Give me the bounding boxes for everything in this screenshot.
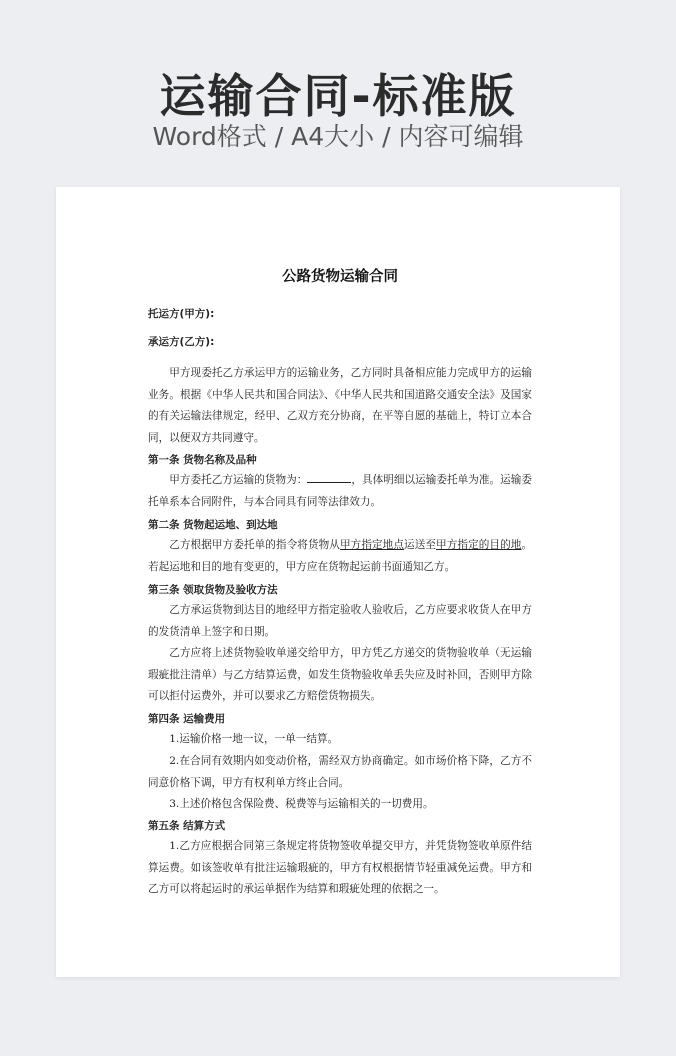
article-4-paragraph-2: 2.在合同有效期内如变动价格，需经双方协商确定。如市场价格下降，乙方不同意价格下调，甲方有权利单方终止合同。 (148, 755, 532, 789)
article-4-heading: 第四条 运输费用 (148, 713, 226, 725)
document-page (56, 187, 620, 977)
article-1-text-b: ，具体明细以运输委托单为准。运输委托单系本合同附件，与本合同具有同等法律效力。 (148, 474, 533, 508)
article-2-paragraph (148, 535, 532, 578)
article-3-paragraph-2: 乙方应将上述货物验收单递交给甲方，甲方凭乙方递交的货物验收单（无运输瑕疵批注清单）与乙方结算运费，如发生货物验收单丢失应及时补回，否则甲方除可以拒付运费外，并可以要求乙方赔偿货物损失。 (148, 647, 532, 702)
article-1-text-a: 甲方委托乙方运输的货物为： (169, 474, 308, 486)
intro-paragraph: 甲方现委托乙方承运甲方的运输业务，乙方同时具备相应能力完成甲方的运输业务。根据《中华人民共和国合同法》、《中华人民共和国道路交通安全法》及国家的有关运输法律规定，经甲、乙双方充分协商，在平等自愿的基础上，特订立本合同，以便双方共同遵守。 (148, 367, 532, 444)
article-2-text-b: 运送至 (404, 539, 437, 551)
article-3-heading: 第三条 领取货物及验收方法 (148, 584, 278, 596)
article-2-text-a: 乙方根据甲方委托单的指令将货物从 (169, 539, 340, 551)
article-5-heading: 第五条 结算方式 (148, 820, 226, 832)
article-4-paragraph-1: 1.运输价格一地一议，一单一结算。 (169, 733, 339, 745)
article-1-paragraph (148, 470, 532, 513)
party-b-label: 承运方(乙方): (148, 336, 215, 348)
goods-name-blank (307, 473, 351, 483)
article-4-paragraph-3: 3.上述价格包含保险费、税费等与运输相关的一切费用。 (169, 798, 434, 810)
article-2-text-c: 。若起运地和目的地有变更的，甲方应在货物起运前书面通知乙方。 (148, 539, 533, 573)
destination-underlined: 甲方指定的目的地 (436, 539, 522, 551)
party-a-label: 托运方(甲方): (148, 308, 215, 320)
origin-underlined: 甲方指定地点 (339, 539, 405, 551)
banner-subtitle: Word格式 / A4大小 / 内容可编辑 (152, 122, 524, 151)
document-title: 公路货物运输合同 (282, 269, 398, 285)
article-2-heading: 第二条 货物起运地、到达地 (148, 519, 278, 531)
article-5-paragraph-1: 1.乙方应根据合同第三条规定将货物签收单提交甲方，并凭货物签收单原件结算运费。如该签收单有批注运输瑕疵的，甲方有权根据情节轻重减免运费。甲方和乙方可以将起运时的承运单据作为结算和瑕疵处理的依据之一。 (148, 840, 532, 895)
article-1-heading: 第一条 货物名称及品种 (148, 454, 257, 466)
banner-title: 运输合同-标准版 (159, 69, 517, 123)
article-3-paragraph-1: 乙方承运货物到达目的地经甲方指定验收人验收后，乙方应要求收货人在甲方的发货清单上签字和日期。 (148, 604, 532, 638)
